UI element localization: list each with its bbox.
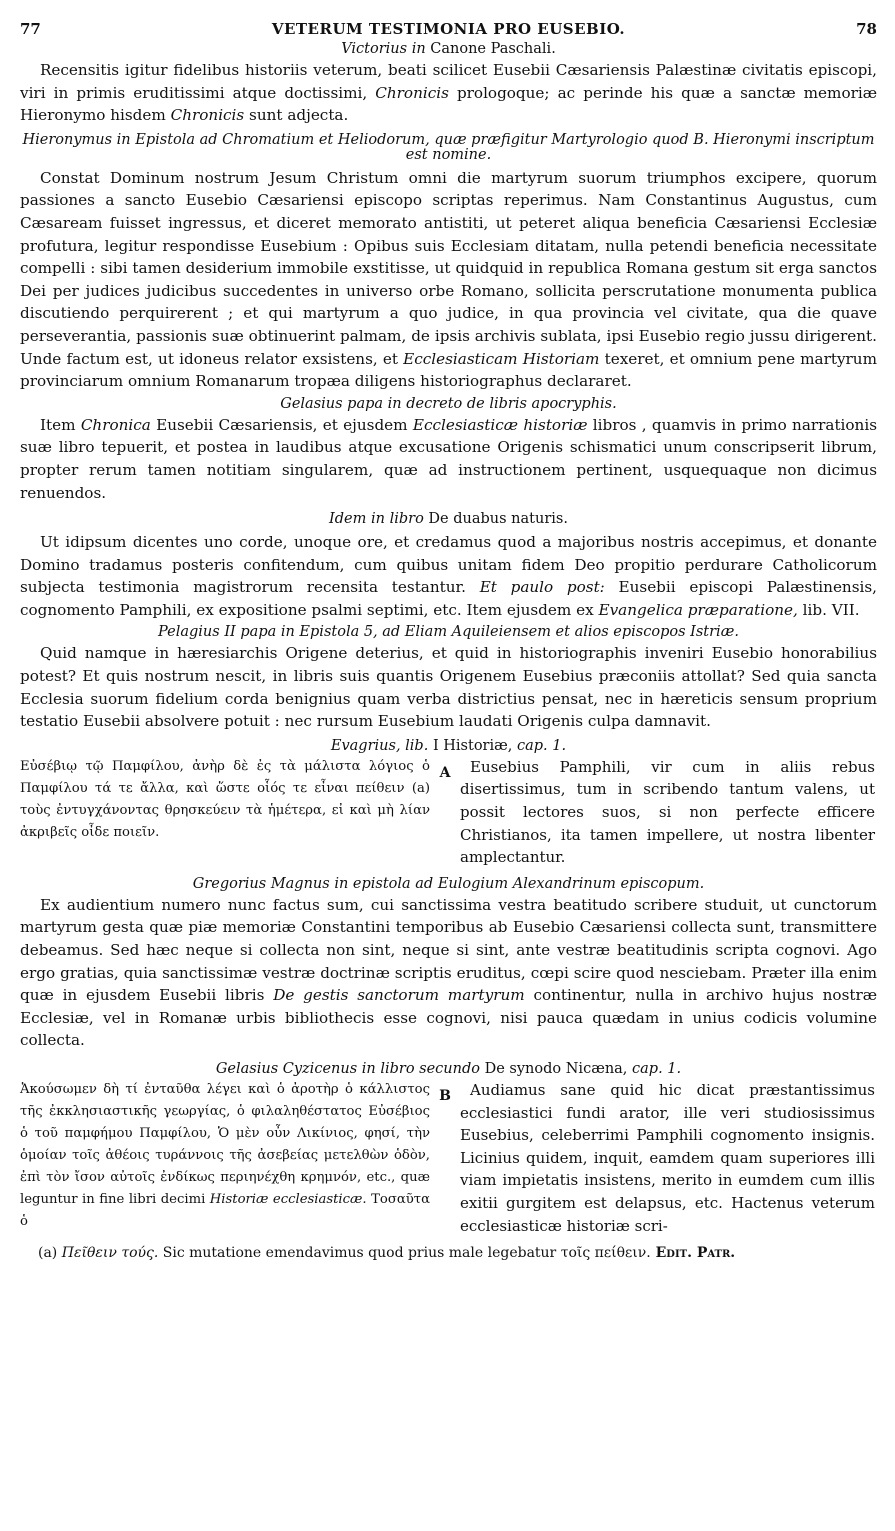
paragraph-gregorius: Ex audientium numero nunc factus sum, cui sanctissima vestra beatitudo scribere studuit, ut cunctorum martyrum gesta quæ piæ memoriæ Constantini temporibus ab Eusebio Cæsariensi collecta sunt, transmittere debeamus. Sed hæc neque si collecta non sint, neque si sint, ante vestræ beatitudinis scripta cognovi. Ago ergo gratias, quia sanctissimæ vestræ doctrinæ scriptis eruditus, cœpi scire quod nesciebam. Præter illa enim quæ in ejusdem Eusebii libris De gestis sanctorum martyrum continentur, nulla in archivo hujus nostræ Ecclesiæ, vel in Romanæ urbis bibliothecis esse cognovi, nisi pauca quædam in unius codicis volumine collecta. (20, 895, 877, 1050)
paragraph-idem: Ut idipsum dicentes uno corde, unoque ore, et credamus quod a majoribus nostris accepimus, et donante Domino tradamus posteris confitendum, cum quibus unitam fidem Deo propitio perdurare Catholicorum subjecta testimonia magistrorum recensita testantur. Et paulo post: Eusebii episcopi Palæstinensis, cognomento Pamphili, ex expositione psalmi septimi, etc. Item ejusdem ex Evangelica præparatione, lib. VII. (20, 533, 877, 619)
parallel-text-gelasius (20, 1079, 877, 1237)
paragraph-victorius: Recensitis igitur fidelibus historiis veterum, beati scilicet Eusebii Cæsariensis Palæstinæ civitatis episcopi, viri in primis eruditissimi atque doctissimi, Chronicis prologoque; ac perinde his quæ a sanctæ memoriæ Hieronymo hisdem Chronicis sunt adjecta. (20, 61, 877, 125)
section-heading-idem: Idem in libro De duabus naturis. (329, 511, 568, 528)
section-heading-gelasius: Gelasius papa in decreto de libris apocryphis. (280, 395, 617, 412)
greek-column: Ἀκούσωμεν δὴ τί ἐνταῦθα λέγει καὶ ὁ ἀροτὴρ ὁ κάλλιστος τῆς ἐκκλησιαστικῆς γεωργίας, ὁ φιλαληθέστατος Εὐσέβιος ὁ τοῦ παμφήμου Παμφίλου, Ὁ μὲν οὖν Λικίνιος, φησί, τὴν ὁμοίαν τοῖς ἀθέοις τυράννοις τῆς ἀσεβείας μετελθὼν ὁδὸν, ἐπὶ τὸν ἴσον αὐτοῖς ἐνδίκως περιηνέχθη κρημνόν, etc., quæ leguntur in fine libri decimi Historiæ ecclesiasticæ. Τοσαῦτα ὁ (20, 1081, 430, 1229)
column-marker: B (439, 1087, 451, 1104)
section-heading-pelagius: Pelagius II papa in Epistola 5, ad Eliam Aquileiensem et alios episcopos Istriæ. (158, 624, 739, 641)
latin-column: Audiamus sane quid hic dicat præstantissimus ecclesiastici fundi arator, ille veri studiosissimus Eusebius, celeberrimi Pamphili cognomento insignis. Licinius quidem, inquit, eamdem quam superiores illi viam impietatis insistens, merito in eumdem cum illis exitii gurgitem est delapsus, etc. Hactenus veterum ecclesiasticæ historiæ scri- (460, 1080, 875, 1235)
running-header (20, 14, 877, 38)
paragraph-gelasius: Item Chronica Eusebii Cæsariensis, et ejusdem Ecclesiasticæ historiæ libros , quamvis in primo narrationis suæ libro tepuerit, et postea in laudibus atque excusatione Origenis schismatici unum conscripserit librum, propter rerum tamen notitiam singularem, quæ ad instructionem pertinent, usquequaque non dicimus renuendos. (20, 415, 877, 502)
running-title: VETERUM TESTIMONIA PRO EUSEBIO. (271, 20, 626, 38)
paragraph-hieronymus: Constat Dominum nostrum Jesum Christum omni die martyrum suorum triumphos excipere, quorum passiones a sancto Eusebio Cæsariensi episcopo scriptas reperimus. Nam Constantinus Augustus, cum Cæsaream fuisset ingressus, et diceret memorato antistiti, ut peteret aliqua beneficia Cæsariensi Ecclesiæ profutura, legitur respondisse Eusebium : Opibus suis Ecclesiam ditatam, nulla petendi beneficia necessitate compelli : sibi tamen desiderium immobile exstitisse, ut quidquid in republica Romana gestum sit erga sanctos Dei per judices judicibus succedentes in universo orbe Romano, sollicita perscrutatione monumenta publica discutiendo perquirerent ; et qui martyrum a quo judice, in qua provincia vel civitate, qua die quave perseverantia, passionis suæ obtinuerint palmam, de ipsis archivis sublata, ipsi Eusebio regio jussu dirigerent. Unde factum est, ut idoneus relator exsistens, et Ecclesiasticam Historiam texeret, et omnium pene martyrum provinciarum omnium Romanarum tropæa diligens historiographus declararet. (20, 168, 877, 391)
page-number-left: 77 (20, 20, 41, 38)
parallel-text-evagrius (20, 756, 877, 869)
section-heading-victorius: Victorius in Canone Paschali. (341, 41, 556, 57)
section-heading-gregorius: Gregorius Magnus in epistola ad Eulogium Alexandrinum episcopum. (192, 875, 705, 892)
section-heading-hieronymus: Hieronymus in Epistola ad Chromatium et Heliodorum, quæ præfigitur Martyrologio quod B. Hieronymi inscriptum est nomine. (22, 131, 875, 163)
footnote: (a) Πεῖθειν τούς. Sic mutatione emendavimus quod prius male legebatur τοῖς πείθειν. Edit. Patr. (38, 1245, 736, 1262)
latin-column: Eusebius Pamphili, vir cum in aliis rebus disertissimus, tum in scribendo tantum valens, ut possit lectores suos, si non perfecte efficere Christianos, ita tamen impellere, ut nostra libenter amplectantur. (460, 757, 875, 867)
greek-column: Εὐσέβιῳ τῷ Παμφίλου, ἀνὴρ δὲ ἐς τὰ μάλιστα λόγιος ὁ Παμφίλου τά τε ἄλλα, καὶ ὥστε οἷός τε εἶναι πείθειν (a) τοὺς ἐντυγχάνοντας θρησκεύειν τὰ ἡμέτερα, εἰ καὶ μὴ λίαν ἀκριβεῖς οἶδε ποιεῖν. (20, 758, 430, 840)
page-number-right: 78 (856, 20, 877, 38)
document-page (20, 14, 877, 1263)
paragraph-pelagius: Quid namque in hæresiarchis Origene deterius, et quid in historiographis inveniri Eusebio honorabilius potest? Et quis nostrum nescit, in libris suis quantis Origenem Eusebius præconiis attollat? Sed quia sancta Ecclesia suorum fidelium corda benignius quam verba districtius pensat, nec in hæreticis sensum proprium testatio Eusebii absolvere potuit : nec rursum Eusebium laudati Origenis culpa damnavit. (20, 644, 877, 731)
column-marker: A (439, 764, 451, 781)
section-heading-evagrius: Evagrius, lib. I Historiæ, cap. 1. (330, 737, 567, 754)
section-heading-gelasius-cyzicenus: Gelasius Cyzicenus in libro secundo De synodo Nicæna, cap. 1. (215, 1060, 682, 1077)
